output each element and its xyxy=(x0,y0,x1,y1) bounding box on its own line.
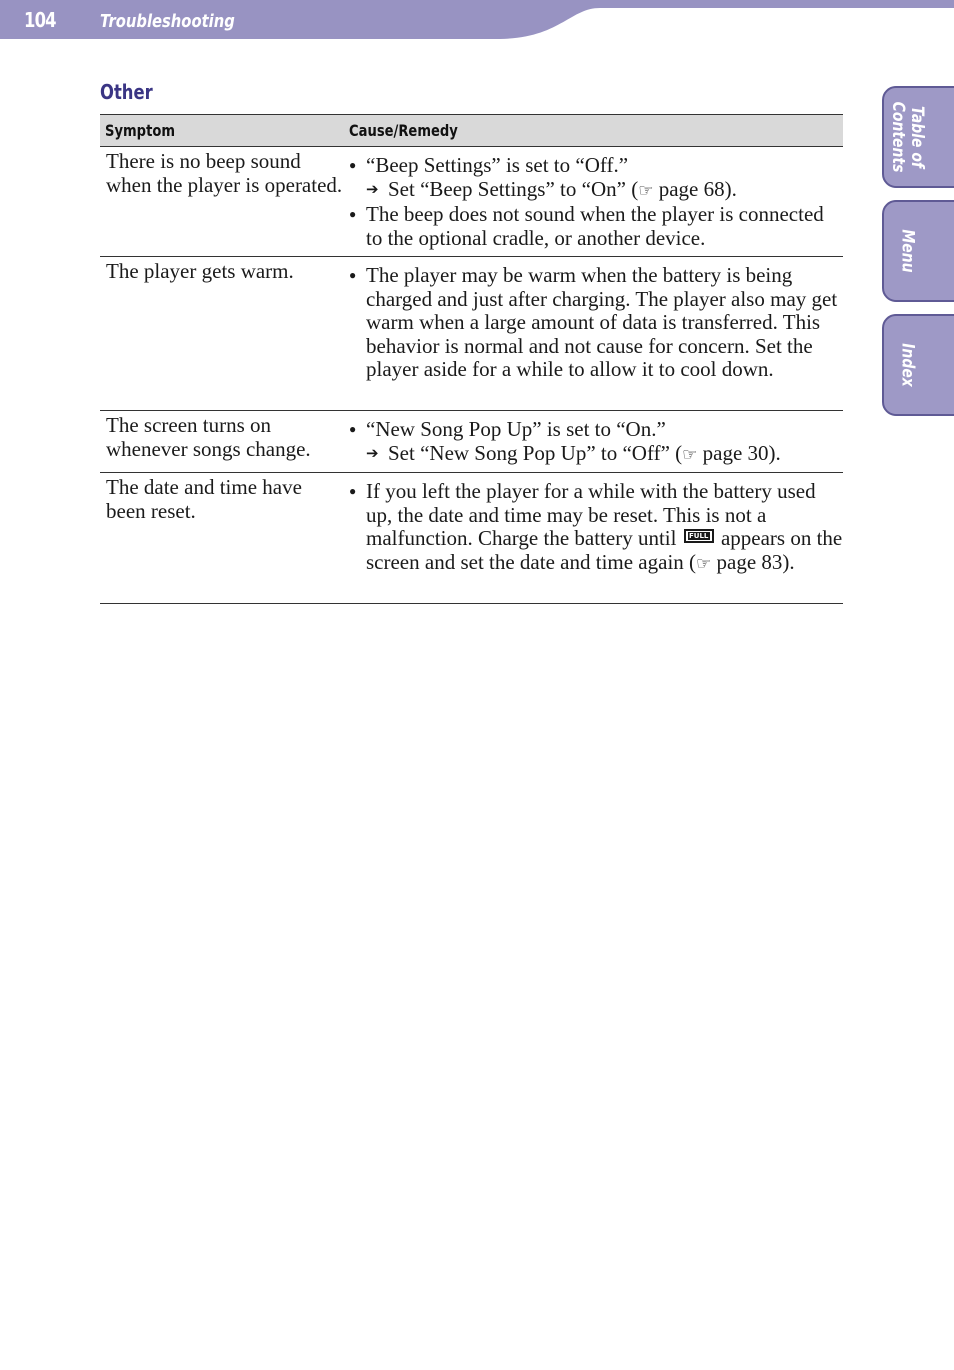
tab-index-label: Index xyxy=(897,343,918,387)
page-number: 104 xyxy=(24,8,56,32)
bullet-item: ● The player may be warm when the battery is being charged and just after charging. The player also may get warm when a large amount of data is transferred. This behavior is normal and not cause for concern. Set the player aside for a while to allow it to cool down. xyxy=(349,264,843,382)
section-title: Other xyxy=(100,80,153,104)
table-row xyxy=(100,411,843,473)
bullet-item: ● If you left the player for a while with the battery used up, the date and time may be reset. This is not a malfunction. Charge the battery until FULL appears on the screen and set the date and time again (☞ page 83). xyxy=(349,480,843,576)
troubleshooting-table xyxy=(100,114,843,604)
arrow-right-icon: ➔ xyxy=(366,179,379,198)
battery-full-icon: FULL xyxy=(684,529,714,543)
page-reference-icon: ☞ xyxy=(682,444,698,465)
arrow-right-icon: ➔ xyxy=(366,443,379,462)
tab-table-of-contents[interactable] xyxy=(882,86,954,188)
symptom-cell: The player gets warm. xyxy=(106,259,294,283)
header-symptom: Symptom xyxy=(105,121,176,140)
table-row xyxy=(100,147,843,257)
bullet-item: ● “New Song Pop Up” is set to “On.” xyxy=(349,418,843,442)
symptom-cell: There is no beep sound when the player is operated. xyxy=(106,149,343,197)
table-row xyxy=(100,473,843,604)
cause-cell xyxy=(344,147,843,256)
tab-menu-label: Menu xyxy=(897,229,918,273)
cause-cell xyxy=(344,473,843,603)
remedy-item: ➔ Set “Beep Settings” to “On” (☞ page 68). xyxy=(366,176,737,201)
bullet-item: ● “Beep Settings” is set to “Off.” xyxy=(349,154,843,178)
cause-cell xyxy=(344,411,843,472)
tab-table-of-contents-label: Table of Contents xyxy=(888,101,927,173)
page-reference-icon: ☞ xyxy=(696,553,712,574)
cause-cell xyxy=(344,257,843,410)
table-header xyxy=(100,115,843,147)
table-row xyxy=(100,257,843,411)
remedy-item: ➔ Set “New Song Pop Up” to “Off” (☞ page 30). xyxy=(366,440,781,465)
symptom-cell: The screen turns on whenever songs change. xyxy=(106,413,311,461)
symptom-cell: The date and time have been reset. xyxy=(106,475,302,523)
page-reference-icon: ☞ xyxy=(638,180,654,201)
tab-menu[interactable] xyxy=(882,200,954,302)
tab-index[interactable] xyxy=(882,314,954,416)
header-section-title: Troubleshooting xyxy=(100,11,235,32)
header-cause-remedy: Cause/Remedy xyxy=(349,121,458,140)
bullet-item: ● The beep does not sound when the player is connected to the optional cradle, or another device. xyxy=(349,203,843,250)
